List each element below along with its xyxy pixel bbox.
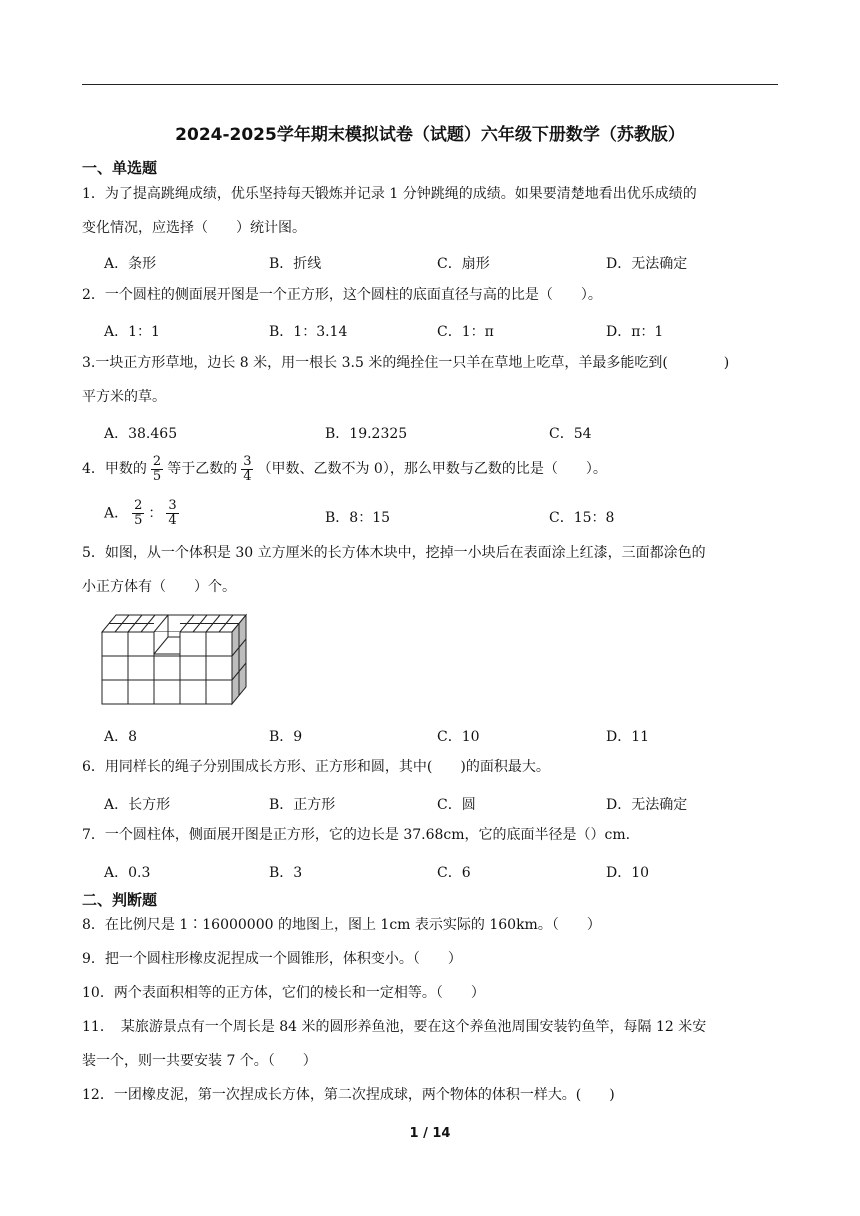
q2-option-c: C．1：π (437, 324, 494, 340)
question-4-mid: 等于乙数的 (167, 461, 238, 477)
q3-option-a: A．38.465 (104, 426, 178, 442)
page-number: 1 / 14 (409, 1126, 451, 1141)
question-7: 7．一个圆柱体，侧面展开图是正方形，它的边长是 37.68cm，它的底面半径是（）cm. (82, 827, 631, 843)
page-title: 2024-2025学年期末模拟试卷（试题）六年级下册数学（苏教版） (175, 125, 685, 145)
cuboid-figure (100, 612, 252, 710)
question-3 (82, 346, 782, 414)
question-1-line-1: 1．为了提高跳绳成绩，优乐坚持每天锻炼并记录 1 分钟跳绳的成绩。如果要清楚地看出优乐成绩的 (82, 186, 697, 202)
fraction-three-quarters: $\frac{3}{4}$ (168, 498, 177, 528)
question-9: 9．把一个圆柱形橡皮泥捏成一个圆锥形，体积变小。（ ） (82, 951, 462, 967)
question-8: 8．在比例尺是 1∶16000000 的地图上，图上 1cm 表示实际的 160km。（ ） (82, 917, 601, 933)
q2-option-a: A．1：1 (104, 324, 160, 340)
question-11-line-1: 11． 某旅游景点有一个周长是 84 米的圆形养鱼池，要在这个养鱼池周围安装钓鱼竿，每隔 12 米安 (82, 1019, 707, 1035)
question-11-line-2: 装一个，则一共要安装 7 个。（ ） (82, 1053, 317, 1069)
question-3-line-1: 3.一块正方形草地，边长 8 米，用一根长 3.5 米的绳拴住一只羊在草地上吃草，羊最多能吃到( ) (82, 355, 730, 371)
q1-option-d: D．无法确定 (606, 256, 688, 272)
q5-option-c: C．10 (437, 729, 480, 745)
question-4-suffix: （甲数、乙数不为 0），那么甲数与乙数的比是（ ）。 (257, 461, 607, 477)
q7-option-a: A．0.3 (104, 865, 151, 881)
q4-option-a: A． $\frac{2}{5}$ ： $\frac{3}{4}$ (104, 498, 177, 528)
fraction-two-fifths: $\frac{2}{5}$ (152, 453, 162, 484)
q3-option-c: C．54 (549, 426, 592, 442)
question-1 (82, 177, 782, 245)
q4-option-c: C．15：8 (549, 510, 615, 526)
q1-option-c: C．扇形 (437, 256, 490, 272)
question-6: 6．用同样长的绳子分别围成长方形、正方形和圆，其中( )的面积最大。 (82, 759, 550, 775)
q1-option-a: A．条形 (104, 256, 157, 272)
q6-option-b: B．正方形 (269, 797, 336, 813)
fraction-three-quarters: $\frac{3}{4}$ (243, 453, 252, 484)
q7-option-d: D．10 (606, 865, 650, 881)
q6-option-c: C．圆 (437, 797, 476, 813)
question-5-line-2: 小正方体有（ ）个。 (82, 579, 236, 595)
fraction-two-fifths: $\frac{2}{5}$ (134, 498, 143, 528)
q3-option-b: B．19.2325 (325, 426, 408, 442)
q5-option-b: B．9 (269, 729, 303, 745)
section-heading-single-choice: 一、单选题 (82, 159, 158, 177)
q6-option-d: D．无法确定 (606, 797, 688, 813)
question-11 (82, 1010, 782, 1078)
q5-option-a: A．8 (104, 729, 138, 745)
question-12: 12．一团橡皮泥，第一次捏成长方体，第二次捏成球，两个物体的体积一样大。( ) (82, 1087, 615, 1103)
question-1-line-2: 变化情况，应选择（ ）统计图。 (82, 220, 306, 236)
question-3-line-2: 平方米的草。 (82, 389, 166, 405)
q7-option-c: C．6 (437, 865, 471, 881)
q1-option-b: B．折线 (269, 256, 322, 272)
header-rule (82, 84, 778, 85)
question-2: 2．一个圆柱的侧面展开图是一个正方形，这个圆柱的底面直径与高的比是（ ）。 (82, 287, 602, 303)
q4-option-b: B．8：15 (325, 510, 391, 526)
question-4-prefix: 4．甲数的 (82, 461, 147, 477)
section-heading-true-false: 二、判断题 (82, 891, 158, 909)
q6-option-a: A．长方形 (104, 797, 171, 813)
question-5 (82, 536, 782, 604)
question-10: 10．两个表面积相等的正方体，它们的棱长和一定相等。（ ） (82, 985, 485, 1001)
question-4 (82, 452, 782, 486)
question-5-line-1: 5．如图，从一个体积是 30 立方厘米的长方体木块中，挖掉一小块后在表面涂上红漆，三面都涂色的 (82, 545, 706, 561)
q2-option-d: D．π：1 (606, 324, 664, 340)
q2-option-b: B．1：3.14 (269, 324, 348, 340)
q5-option-d: D．11 (606, 729, 650, 745)
q7-option-b: B．3 (269, 865, 303, 881)
